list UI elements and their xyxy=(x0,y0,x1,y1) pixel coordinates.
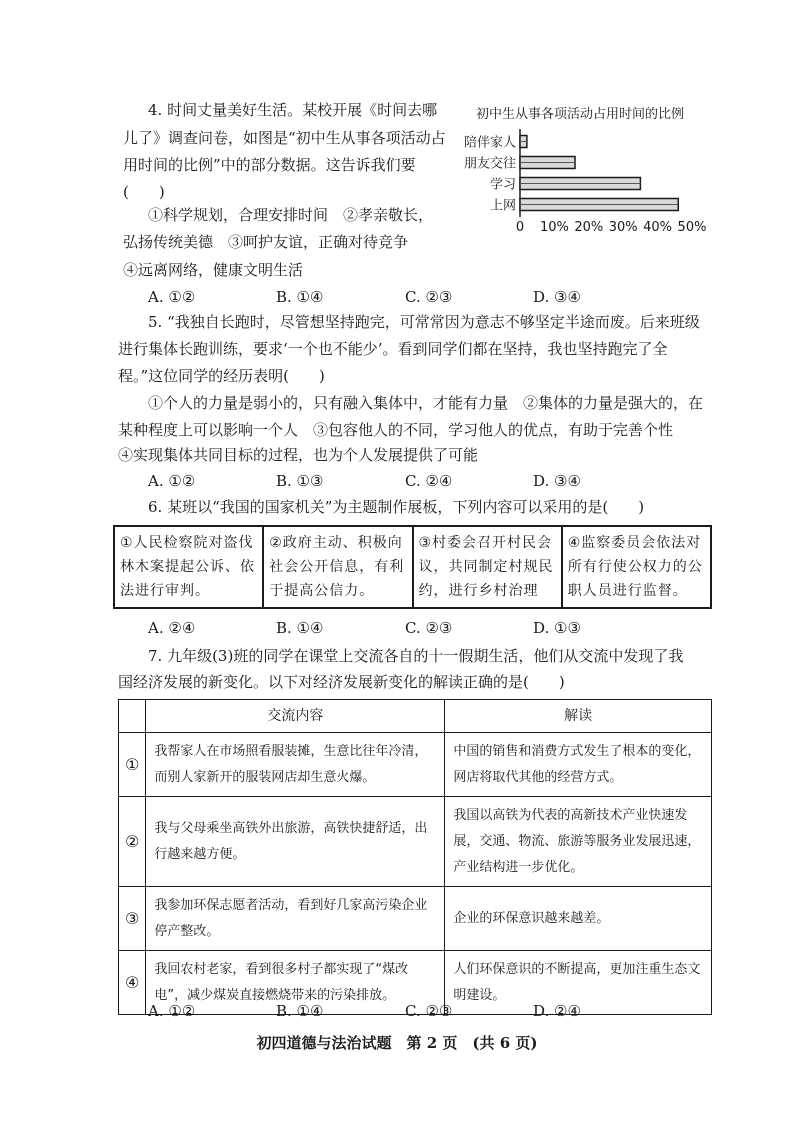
q6-cell: ②政府主动、积极向社会公开信息，有利于提高公信力。 xyxy=(263,526,412,608)
q7-row-content: 我帮家人在市场照看服装摊，生意比往年冷清，而别人家新开的服装网店却生意火爆。 xyxy=(146,733,445,797)
q4-line: 弘扬传统美德 ③呵护友谊，正确对待竞争 xyxy=(123,233,409,251)
option-c[interactable]: C. ②③ xyxy=(405,1002,453,1020)
option-a[interactable]: A. ①② xyxy=(148,1002,196,1020)
q4-answer-bracket: ( ) xyxy=(123,183,165,201)
q6-cell: ④监察委员会依法对所有行使公权力的公职人员进行监督。 xyxy=(562,526,711,608)
q7-row-content: 我与父母乘坐高铁外出旅游，高铁快捷舒适，出行越来越方便。 xyxy=(146,797,445,887)
q5-line: 5. “我独自长跑时，尽管想坚持跑完，可常常因为意志不够坚定半途而废。后来班级 xyxy=(148,313,700,331)
q4-line: ④远离网络，健康文明生活 xyxy=(123,261,304,279)
option-b[interactable]: B. ①④ xyxy=(276,1002,324,1020)
q7-table xyxy=(118,699,712,1015)
page-footer: 初四道德与法治试题 第 2 页 (共 6 页) xyxy=(256,1034,538,1052)
q7-options xyxy=(0,1001,794,1021)
q5-line: 程。”这位同学的经历表明( ) xyxy=(118,367,325,385)
option-b[interactable]: B. ①③ xyxy=(276,472,324,490)
bar-chart xyxy=(458,125,718,235)
q5-line: 某种程度上可以影响一个人 ③包容他人的不同，学习他人的优点，有助于完善个性 xyxy=(118,421,674,439)
tick-label: 20% xyxy=(574,220,604,235)
q5-line: 进行集体长跑训练，要求‘一个也不能少’。看到同学们都在坚持，我也坚持跑完了全 xyxy=(118,340,668,358)
q7-row-reading: 人们环保意识的不断提高，更加注重生态文明建设。 xyxy=(445,951,712,1015)
q7-line: 7. 九年级(3)班的同学在课堂上交流各自的十一假期生活，他们从交流中发现了我 xyxy=(148,647,684,665)
option-d[interactable]: D. ②④ xyxy=(533,1002,581,1020)
category-label: 陪伴家人 xyxy=(463,135,516,151)
tick-label: 10% xyxy=(539,220,569,235)
q7-row-num: ③ xyxy=(119,887,146,951)
q7-row-content: 我回农村老家，看到很多村子都实现了“煤改电”，减少煤炭直接燃烧带来的污染排放。 xyxy=(146,951,445,1015)
q5-line: ④实现集体共同目标的过程，也为个人发展提供了可能 xyxy=(118,446,479,464)
q7-row-content: 我参加环保志愿者活动，看到好几家高污染企业停产整改。 xyxy=(146,887,445,951)
q6-table xyxy=(113,525,712,609)
q7-row-num: ① xyxy=(119,733,146,797)
q5-line: ①个人的力量是弱小的，只有融入集体中，才能有力量 ②集体的力量是强大的，在 xyxy=(148,394,704,412)
option-d[interactable]: D. ①③ xyxy=(533,619,581,637)
option-c[interactable]: C. ②③ xyxy=(405,288,453,306)
q6-cell: ①人民检察院对盗伐林木案提起公诉、依法进行审判。 xyxy=(114,526,263,608)
q6-options xyxy=(0,618,794,638)
q5-options xyxy=(0,471,794,491)
q6-stem: 6. 某班以“我国的国家机关”为主题制作展板，下列内容可以采用的是( ) xyxy=(148,498,645,516)
option-d[interactable]: D. ③④ xyxy=(533,288,581,306)
q7-header-blank xyxy=(119,700,146,733)
tick-label: 40% xyxy=(643,220,673,235)
option-a[interactable]: A. ②④ xyxy=(148,619,196,637)
option-a[interactable]: A. ①② xyxy=(148,472,196,490)
q4-options xyxy=(0,287,794,307)
q7-line: 国经济发展的新变化。以下对经济发展新变化的解读正确的是( ) xyxy=(118,673,565,691)
category-label: 朋友交往 xyxy=(463,156,516,172)
chart-title: 初中生从事各项活动占用时间的比例 xyxy=(476,107,685,122)
tick-label: 50% xyxy=(677,220,707,235)
q7-header-content: 交流内容 xyxy=(146,700,445,733)
q7-row-num: ② xyxy=(119,797,146,887)
q6-cell: ③村委会召开村民会议，共同制定村规民约，进行乡村治理 xyxy=(413,526,562,608)
q4-line: ①科学规划，合理安排时间 ②孝亲敬长， xyxy=(148,206,434,224)
option-c[interactable]: C. ②③ xyxy=(405,619,453,637)
category-label: 学习 xyxy=(489,177,516,193)
option-d[interactable]: D. ③④ xyxy=(533,472,581,490)
q7-row-num: ④ xyxy=(119,951,146,1015)
option-b[interactable]: B. ①④ xyxy=(276,288,324,306)
q7-row-reading: 企业的环保意识越来越差。 xyxy=(445,887,712,951)
option-a[interactable]: A. ①② xyxy=(148,288,196,306)
option-c[interactable]: C. ②④ xyxy=(405,472,453,490)
q4-line: 4. 时间丈量美好生活。某校开展《时间去哪 xyxy=(148,101,438,119)
q4-line: 用时间的比例”中的部分数据。这告诉我们要 xyxy=(123,156,416,174)
q7-header-reading: 解读 xyxy=(445,700,712,733)
tick-label: 30% xyxy=(608,220,638,235)
tick-label: 0 xyxy=(515,220,525,235)
category-label: 上网 xyxy=(489,198,516,214)
q7-row-reading: 我国以高铁为代表的高新技术产业快速发展，交通、物流、旅游等服务业发展迅速，产业结构进一步优化。 xyxy=(445,797,712,887)
q4-line: 儿了》调查问卷，如图是“初中生从事各项活动占 xyxy=(123,129,446,147)
option-b[interactable]: B. ①④ xyxy=(276,619,324,637)
q7-row-reading: 中国的销售和消费方式发生了根本的变化，网店将取代其他的经营方式。 xyxy=(445,733,712,797)
